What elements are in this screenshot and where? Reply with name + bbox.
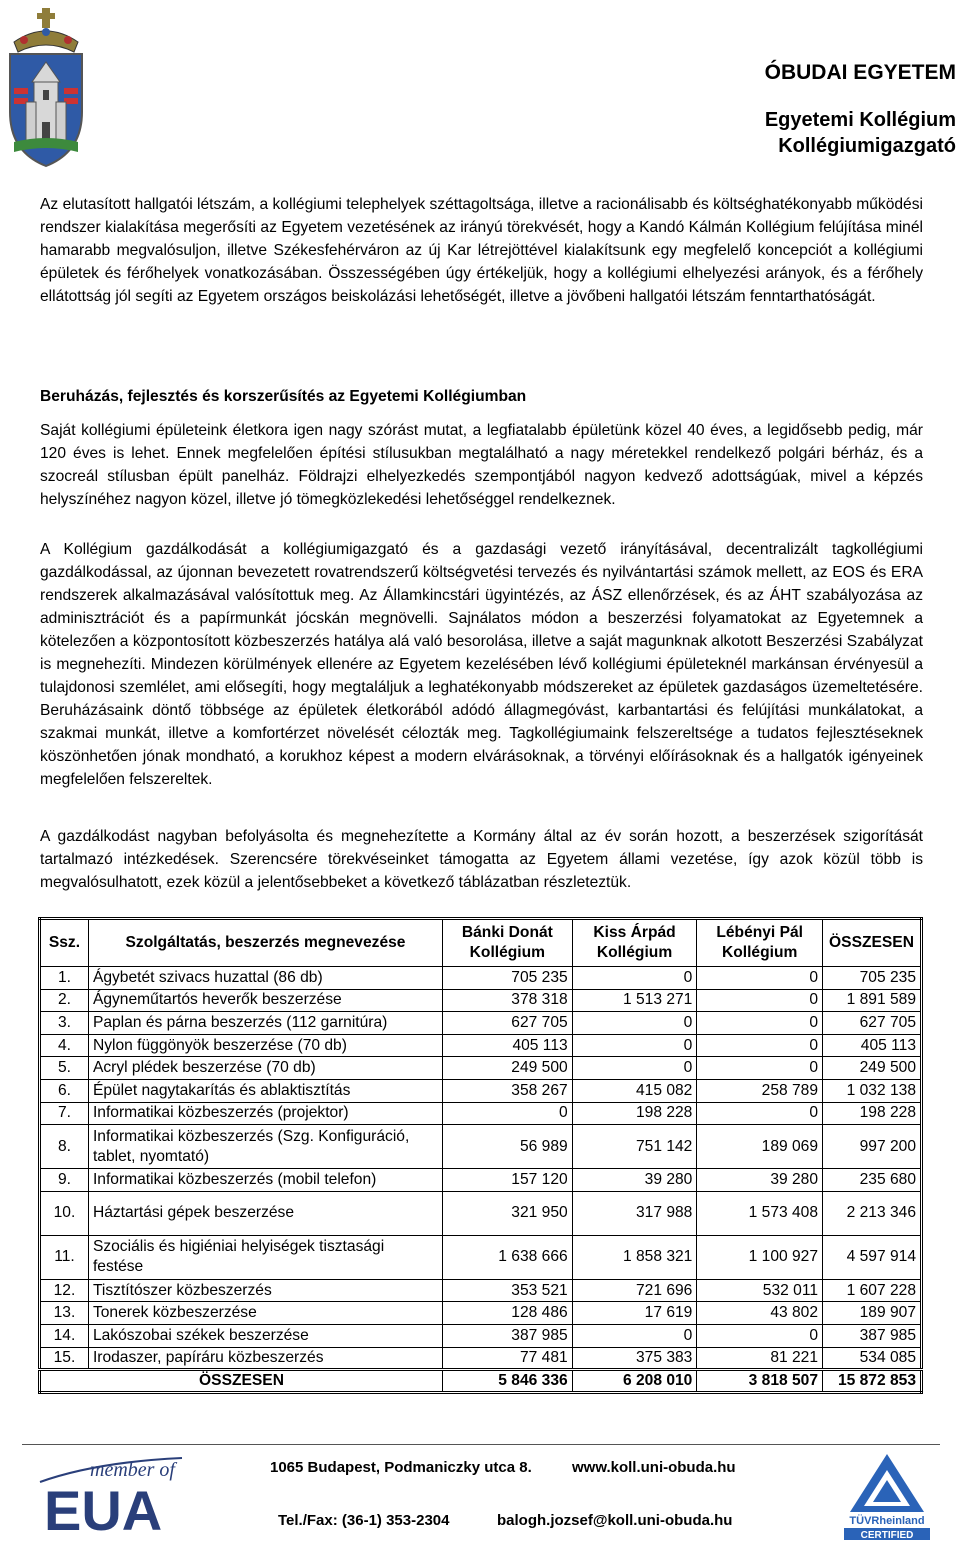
section-heading: Beruházás, fejlesztés és korszerűsítés az Egyetemi Kollégiumban [40,388,527,405]
row-kiss-cell: 0 [572,1012,697,1035]
row-banki-cell: 358 267 [443,1079,573,1102]
eua-member-text: member of [90,1459,175,1481]
row-banki-cell: 56 989 [443,1125,573,1169]
total-total-cell: 15 872 853 [823,1370,922,1393]
row-name-cell: Tisztítószer közbeszerzés [88,1279,442,1302]
table-row [40,1169,922,1192]
header-cell-lebenyi: Lébényi Pál Kollégium [697,919,823,967]
header-cell-banki: Bánki Donát Kollégium [443,919,573,967]
row-banki-cell: 128 486 [443,1302,573,1325]
row-banki-cell: 705 235 [443,967,573,990]
row-total-cell: 1 032 138 [823,1079,922,1102]
header-cell-name: Szolgáltatás, beszerzés megnevezése [88,919,442,967]
row-name-cell: Háztartási gépek beszerzése [88,1191,442,1235]
table-row [40,1279,922,1302]
row-lebenyi-cell: 0 [697,1034,823,1057]
tuv-name-text: TÜVRheinland [849,1515,925,1527]
header-cell-total: ÖSSZESEN [823,919,922,967]
row-name-cell: Irodaszer, papíráru közbeszerzés [88,1347,442,1370]
tuv-rheinland-certified-logo [838,1450,936,1540]
table-row [40,1235,922,1279]
row-banki-cell: 249 500 [443,1057,573,1080]
row-total-cell: 997 200 [823,1125,922,1169]
row-number-cell: 12. [40,1279,89,1302]
row-kiss-cell: 721 696 [572,1279,697,1302]
table-total-row [40,1370,922,1393]
row-name-cell: Nylon függönyök beszerzése (70 db) [88,1034,442,1057]
row-name-cell: Ágyneműtartós heverők beszerzése [88,989,442,1012]
university-crest-logo [2,2,90,168]
page-header [765,58,956,159]
college-name: Egyetemi Kollégium [764,109,956,131]
row-lebenyi-cell: 81 221 [697,1347,823,1370]
row-banki-cell: 378 318 [443,989,573,1012]
row-total-cell: 189 907 [823,1302,922,1325]
row-number-cell: 14. [40,1324,89,1347]
directorate-name: Kollégiumigazgató [778,135,956,157]
row-total-cell: 235 680 [823,1169,922,1192]
row-total-cell: 249 500 [823,1057,922,1080]
row-lebenyi-cell: 0 [697,1324,823,1347]
total-lebenyi-cell: 3 818 507 [697,1370,823,1393]
row-lebenyi-cell: 0 [697,1012,823,1035]
table-row [40,1079,922,1102]
row-lebenyi-cell: 1 100 927 [697,1235,823,1279]
university-name: ÓBUDAI EGYETEM [764,61,956,84]
row-banki-cell: 627 705 [443,1012,573,1035]
row-lebenyi-cell: 1 573 408 [697,1191,823,1235]
table-row [40,989,922,1012]
table-row [40,1102,922,1125]
row-total-cell: 627 705 [823,1012,922,1035]
footer-address: 1065 Budapest, Podmaniczky utca 8. [270,1459,532,1476]
row-number-cell: 8. [40,1125,89,1169]
row-lebenyi-cell: 532 011 [697,1279,823,1302]
row-number-cell: 10. [40,1191,89,1235]
row-kiss-cell: 0 [572,1034,697,1057]
row-total-cell: 405 113 [823,1034,922,1057]
table-row [40,1324,922,1347]
row-name-cell: Ágybetét szivacs huzattal (86 db) [88,967,442,990]
row-lebenyi-cell: 43 802 [697,1302,823,1325]
footer-website-link[interactable]: www.koll.uni-obuda.hu [572,1459,736,1476]
row-total-cell: 387 985 [823,1324,922,1347]
row-kiss-cell: 39 280 [572,1169,697,1192]
row-name-cell: Szociális és higiéniai helyiségek tisztasági festése [88,1235,442,1279]
row-kiss-cell: 415 082 [572,1079,697,1102]
row-banki-cell: 405 113 [443,1034,573,1057]
row-kiss-cell: 1 858 321 [572,1235,697,1279]
row-name-cell: Épület nagytakarítás és ablaktisztítás [88,1079,442,1102]
eua-member-logo [36,1452,186,1536]
row-banki-cell: 0 [443,1102,573,1125]
header-cell-no: Ssz. [40,919,89,967]
table-row [40,1125,922,1169]
row-lebenyi-cell: 0 [697,989,823,1012]
row-total-cell: 534 085 [823,1347,922,1370]
row-lebenyi-cell: 258 789 [697,1079,823,1102]
row-banki-cell: 321 950 [443,1191,573,1235]
row-number-cell: 5. [40,1057,89,1080]
row-number-cell: 11. [40,1235,89,1279]
row-name-cell: Acryl plédek beszerzése (70 db) [88,1057,442,1080]
row-kiss-cell: 375 383 [572,1347,697,1370]
row-number-cell: 1. [40,967,89,990]
table-row [40,1012,922,1035]
row-lebenyi-cell: 39 280 [697,1169,823,1192]
row-banki-cell: 353 521 [443,1279,573,1302]
row-total-cell: 1 891 589 [823,989,922,1012]
row-number-cell: 15. [40,1347,89,1370]
row-banki-cell: 387 985 [443,1324,573,1347]
footer-divider [22,1444,940,1445]
paragraph-procurement: A gazdálkodást nagyban befolyásolta és megnehezítette a Kormány által az év során hozott, a beszerzések szigorítását tartalmazó intézkedések. Szerencsére törekvéseinket támogatta az Egyetem állami vezetése, így azok közül több is megvalósulhatott, ezek közül a jelentősebbeket a következő táblázatban részleteztük. [40,828,923,891]
total-label-cell: ÖSSZESEN [40,1370,443,1393]
row-total-cell: 198 228 [823,1102,922,1125]
tuv-certified-text: CERTIFIED [860,1530,914,1540]
row-kiss-cell: 0 [572,1324,697,1347]
total-banki-cell: 5 846 336 [443,1370,573,1393]
row-total-cell: 1 607 228 [823,1279,922,1302]
row-lebenyi-cell: 189 069 [697,1125,823,1169]
row-number-cell: 13. [40,1302,89,1325]
table-row [40,1034,922,1057]
row-banki-cell: 77 481 [443,1347,573,1370]
row-kiss-cell: 0 [572,967,697,990]
row-number-cell: 9. [40,1169,89,1192]
row-name-cell: Paplan és párna beszerzés (112 garnitúra) [88,1012,442,1035]
footer-email-link[interactable]: balogh.jozsef@koll.uni-obuda.hu [497,1512,733,1529]
row-total-cell: 2 213 346 [823,1191,922,1235]
eua-main-text: EUA [44,1479,163,1536]
row-number-cell: 4. [40,1034,89,1057]
row-total-cell: 4 597 914 [823,1235,922,1279]
row-name-cell: Tonerek közbeszerzése [88,1302,442,1325]
table-row [40,1302,922,1325]
paragraph-management: A Kollégium gazdálkodását a kollégiumigazgató és a gazdasági vezető irányításával, decentralizált tagkollégiumi gazdálkodással, az újonnan bevezetett rovatrendszerű költségvetési tervezés és nyilvántartási számok mellett, az EOS és ERA rendszerek alkalmazásával valósítottuk meg. Az Államkincstári ügyintézés, az ÁSZ ellenőrzések, és az ÁHT szabályozása az adminisztrációt és a papírmunkát jócskán megnövelli. Sajnálatos módon a beszerzési folyamatokat az Egyetemnek a kötelezően a központosított közbeszerzés hatálya alá való besorolása, illetve a saját magunknak alkotott Beszerzési Szabályzat is megnehezíti. Mindezen körülmények ellenére az Egyetem kezelésében lévő kollégiumi épületeknél markánsan érvényesül a tulajdonosi szemlélet, ami elősegíti, hogy megtaláljuk a leghatékonyabb módszereket az épületek gazdaságos üzemeltetésére. Beruházásaink döntő többsége az épületek életkorából adódó állagmegóvást, karbantartási és felújítási munkálatokat, a szakmai munkát, illetve a komfortérzet növelését célozták meg. Tagkollégiumaink felszereltsége a tudatos fejlesztéseknek köszönhetően jónak mondható, a korukhoz képest a modern elvárásoknak, a törvényi előírásoknak és a hallgatók igényeinek megfelelően felszereltek. [40,541,923,788]
row-kiss-cell: 0 [572,1057,697,1080]
row-kiss-cell: 17 619 [572,1302,697,1325]
row-name-cell: Lakószobai székek beszerzése [88,1324,442,1347]
row-kiss-cell: 1 513 271 [572,989,697,1012]
row-lebenyi-cell: 0 [697,1057,823,1080]
procurement-table [38,917,923,1394]
row-total-cell: 705 235 [823,967,922,990]
table-row [40,1057,922,1080]
row-number-cell: 6. [40,1079,89,1102]
header-cell-kiss: Kiss Árpád Kollégium [572,919,697,967]
row-banki-cell: 157 120 [443,1169,573,1192]
row-number-cell: 7. [40,1102,89,1125]
row-name-cell: Informatikai közbeszerzés (Szg. Konfiguráció, tablet, nyomtató) [88,1125,442,1169]
table-row [40,1347,922,1370]
row-name-cell: Informatikai közbeszerzés (mobil telefon) [88,1169,442,1192]
paragraph-buildings: Saját kollégiumi épületeink életkora igen nagy szórást mutat, a legfiatalabb épületünk közel 40 éves, a legidősebb pedig, már 120 éves is lehet. Ennek megfelelően építési stílusukban megtalálható a nagy méretekkel rendelkező polgári bérház, és a szocreál stílusban épült panelház. Földrajzi elhelyezkedés szempontjából nagyon kedvező adottságúak, mivel a képzés helyszínéhez nagyon közel, illetve jó tömegközlekedési lehetőséggel rendelkeznek. [40,422,923,508]
row-kiss-cell: 198 228 [572,1102,697,1125]
table-row [40,967,922,990]
row-lebenyi-cell: 0 [697,967,823,990]
row-kiss-cell: 317 988 [572,1191,697,1235]
row-number-cell: 2. [40,989,89,1012]
paragraph-intro: Az elutasított hallgatói létszám, a kollégiumi telephelyek széttagoltsága, illetve a racionálisabb és költséghatékonyabb működési rendszer kialakítása megerősíti az Egyetem vezetésének az irányú törekvését, hogy a Kandó Kálmán Kollégium felújítása minél hamarabb megvalósuljon, illetve Székesfehérváron az új Kar létrejöttével kialakítsunk egy megfelelő koncepciót a kollégiumi épületek és férőhelyek vonatkozásában. Összességében úgy értékeljük, hogy a kollégiumi elhelyezési arányok, és a férőhely ellátottság jól segíti az Egyetem országos beiskolázási lehetőségét, illetve a jövőbeni hallgatói létszám fenntarthatóságát. [40,196,923,305]
footer-phone: Tel./Fax: (36-1) 353-2304 [278,1512,450,1529]
table-header-row [40,919,922,967]
table-row [40,1191,922,1235]
row-lebenyi-cell: 0 [697,1102,823,1125]
total-kiss-cell: 6 208 010 [572,1370,697,1393]
row-number-cell: 3. [40,1012,89,1035]
row-name-cell: Informatikai közbeszerzés (projektor) [88,1102,442,1125]
row-kiss-cell: 751 142 [572,1125,697,1169]
row-banki-cell: 1 638 666 [443,1235,573,1279]
